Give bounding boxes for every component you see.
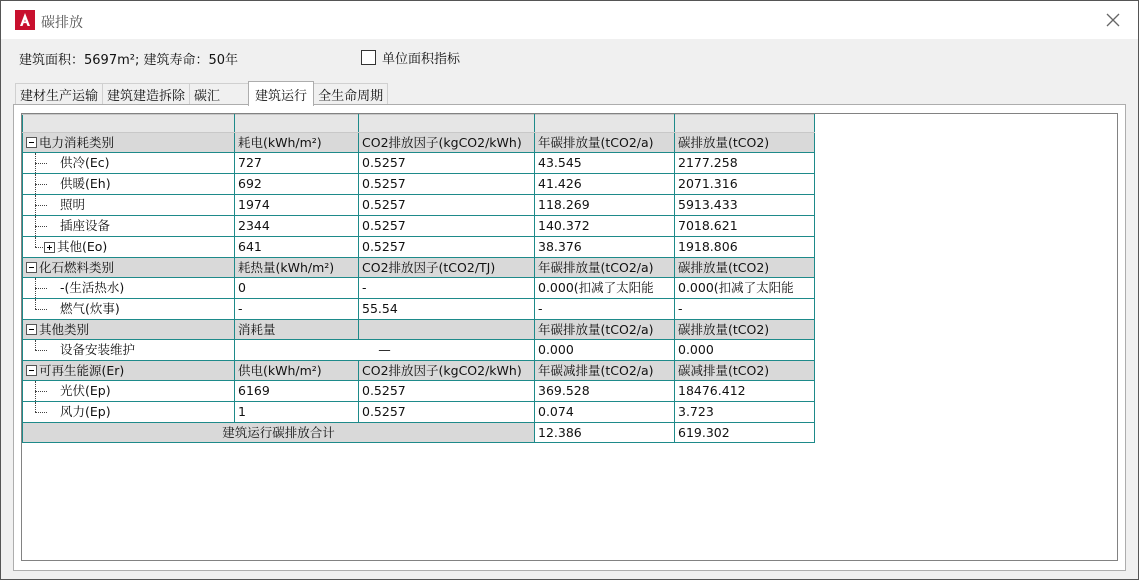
unit-area-checkbox[interactable] (361, 48, 460, 67)
table-row[interactable]: -(生活热水) 0 - 0.000(扣减了太阳能 0.000(扣减了太阳能 (23, 278, 815, 299)
column-header: 供电(kWh/m²) (235, 361, 359, 381)
group-header-renewable (23, 361, 815, 381)
tab-operation[interactable]: 建筑运行 (248, 81, 314, 106)
group-label: 电力消耗类别 (39, 134, 115, 150)
checkbox-label: 单位面积指标 (382, 52, 461, 67)
table-row[interactable]: 光伏(Ep) 6169 0.5257 369.528 18476.412 (23, 381, 815, 402)
close-button[interactable] (1102, 9, 1124, 31)
close-icon (1106, 13, 1120, 27)
column-header (359, 320, 535, 340)
column-header: 年碳减排量(tCO2/a) (535, 361, 675, 381)
tab-lifecycle[interactable]: 全生命周期 (313, 83, 388, 105)
column-header: CO2排放因子(kgCO2/kWh) (359, 361, 535, 381)
autocad-app-icon (15, 10, 35, 30)
title-bar (1, 1, 1138, 39)
column-header: 碳排放量(tCO2) (675, 133, 815, 153)
group-header-fossil (23, 258, 815, 278)
table-row[interactable]: 其他(Eo) 641 0.5257 38.376 1918.806 (23, 237, 815, 258)
building-info: 建筑面积：5697m²; 建筑寿命：50年 (19, 53, 239, 68)
group-header-other (23, 320, 815, 340)
group-header-electric (23, 133, 815, 153)
emission-table (22, 114, 815, 443)
group-label: 化石燃料类别 (39, 259, 115, 275)
data-grid (21, 113, 1118, 561)
tab-construction[interactable]: 建筑建造拆除 (102, 83, 190, 105)
column-header: 耗热量(kWh/m²) (235, 258, 359, 278)
table-row[interactable]: 供暖(Eh) 692 0.5257 41.426 2071.316 (23, 174, 815, 195)
table-row[interactable]: 风力(Ep) 1 0.5257 0.074 3.723 (23, 402, 815, 423)
tab-materials[interactable]: 建材生产运输 (15, 83, 103, 105)
column-header: CO2排放因子(tCO2/TJ) (359, 258, 535, 278)
column-header: 消耗量 (235, 320, 359, 340)
column-header: 碳减排量(tCO2) (675, 361, 815, 381)
column-header: 年碳排放量(tCO2/a) (535, 258, 675, 278)
group-label: 其他类别 (39, 321, 90, 337)
table-row[interactable]: 插座设备 2344 0.5257 140.372 7018.621 (23, 216, 815, 237)
table-row[interactable]: 设备安装维护 — 0.000 0.000 (23, 340, 815, 361)
column-header: 碳排放量(tCO2) (675, 320, 815, 340)
column-header: 年碳排放量(tCO2/a) (535, 320, 675, 340)
column-header: 碳排放量(tCO2) (675, 258, 815, 278)
checkbox-box[interactable] (361, 50, 376, 65)
collapse-icon[interactable] (26, 365, 37, 376)
window-title: 碳排放 (41, 15, 83, 31)
total-label: 建筑运行碳排放合计 (23, 423, 535, 443)
table-row[interactable]: 照明 1974 0.5257 118.269 5913.433 (23, 195, 815, 216)
collapse-icon[interactable] (26, 137, 37, 148)
group-label: 可再生能源(Er) (39, 362, 125, 378)
collapse-icon[interactable] (26, 262, 37, 273)
tab-strip (15, 81, 387, 105)
total-annual: 12.386 (535, 423, 675, 443)
expand-icon[interactable] (44, 242, 55, 253)
tab-carbon-sink[interactable]: 碳汇 (189, 83, 249, 105)
table-row[interactable]: 燃气(炊事) - 55.54 - - (23, 299, 815, 320)
total-emission: 619.302 (675, 423, 815, 443)
table-row[interactable]: 供冷(Ec) 727 0.5257 43.545 2177.258 (23, 153, 815, 174)
column-header: 年碳排放量(tCO2/a) (535, 133, 675, 153)
total-row (23, 423, 815, 443)
column-header: CO2排放因子(kgCO2/kWh) (359, 133, 535, 153)
tab-panel (13, 104, 1126, 571)
column-header: 耗电(kWh/m²) (235, 133, 359, 153)
grid-top-header (23, 115, 815, 133)
collapse-icon[interactable] (26, 324, 37, 335)
